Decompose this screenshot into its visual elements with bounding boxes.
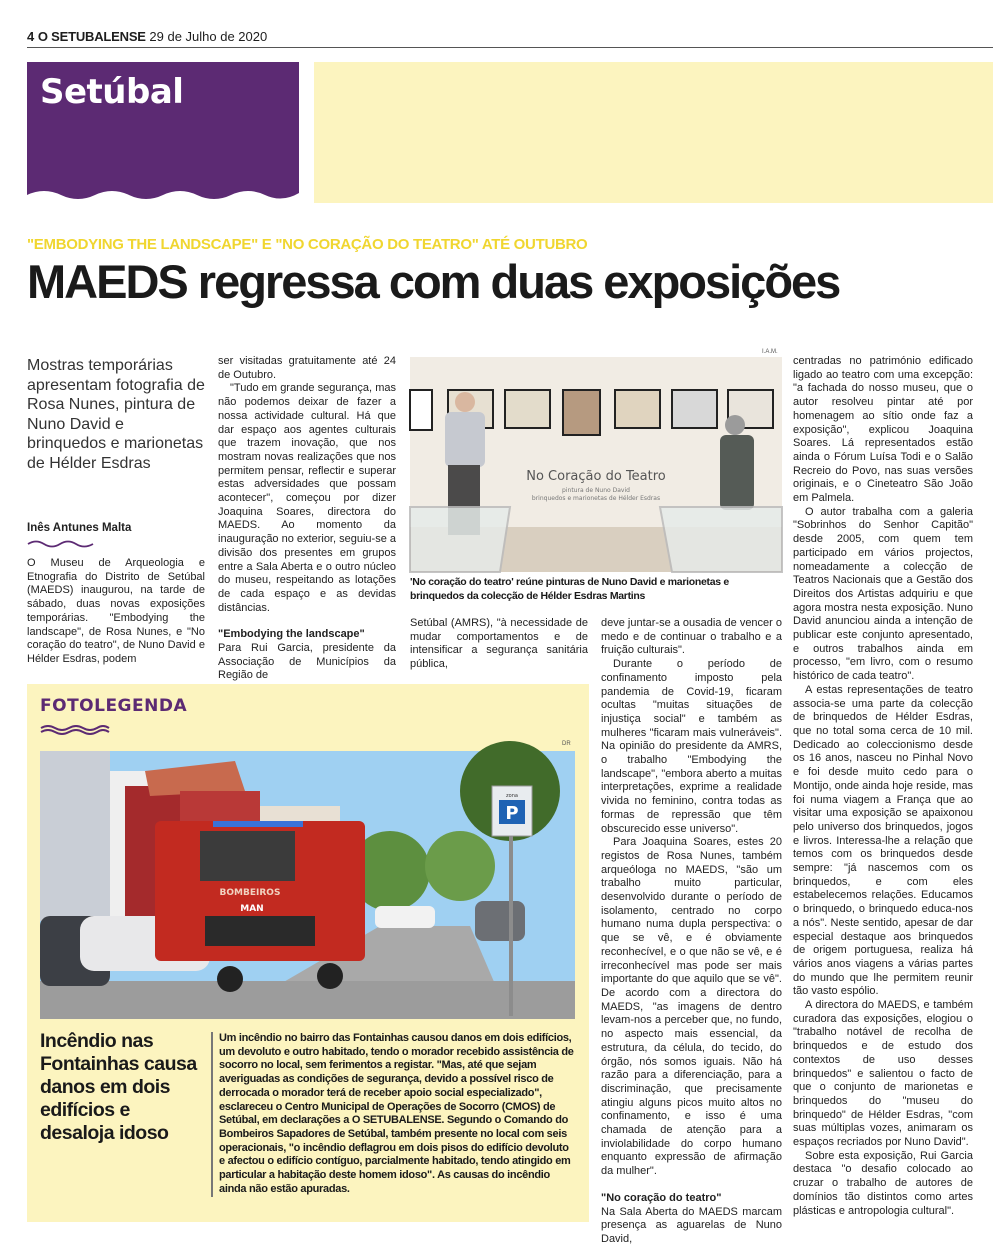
article-headline: MAEDS regressa com duas exposições <box>27 255 840 308</box>
paragraph: O autor trabalha com a galeria "Sobrinhos do Senhor Capitão" desde 2005, com quem tem participado em vários projectos, nomeadamente a colecção de Teatros Nacionais que a Gestão dos Direitos dos Artistas adquiriu e que agora mostra nesta exposição. Nuno David anunciou ainda a intenção de publicar este conjunto apresentado, e outros trabalhos ainda em processo, "em livro, com o resumo histórico de cada teatro". <box>793 505 973 683</box>
paragraph: A estas representações de teatro associa-se uma parte da colecção de brinquedos de Hélder Esdras, que no total soma cerca de 10 mil. Dedicado ao coleccionismo desde os 16 anos, nasceu no Pinhal Novo e foi desde muito cedo para o Montijo, onde ainda hoje reside, mas foi numa viagem a França que ao visitar uma exposição se apaixonou pelo universo dos brinquedos, jogos e livros. Interessa-lhe a relação que temos com os brinquedos desde sempre: "já nascemos com os brinquedos, e com eles estabelecemos relações. Educamos o brinquedo, o brinquedo educa-nos a nós". Neste sentido, apesar de dar especial destaque aos brinquedos de origem portuguesa, realiza há vários anos viagens a várias partes do mundo que lhe permitem reunir tão vasto espólio. <box>793 683 973 998</box>
wall-subtitle: pintura de Nuno David <box>562 487 630 494</box>
page-number: 4 <box>27 29 35 44</box>
wall-title: No Coração do Teatro <box>526 469 666 484</box>
section-title: Setúbal <box>40 72 184 112</box>
article-column-3 <box>410 617 588 672</box>
photo-credit: I.A.M. <box>762 349 778 355</box>
byline: Inês Antunes Malta <box>27 522 132 534</box>
paragraph: Para Joaquina Soares, estes 20 registos de Rosa Nunes, também arqueóloga no MAEDS, "são um trabalho muito particular, desenvolvido durante o período de isolamento, centrado no corpo humano numa dupla perspectiva: o que se vê, e é obviamente reconhecível, e o que não se vê, e é irreconhecível mas pode ser mais importante do que aquilo que se vê". De acordo com a directora do MAEDS, "as imagens de dentro levam-nos a perceber que, no fundo, no aspecto mais essencial, da estrutura, da célula, do tecido, do órgão, nós somos iguais. Não há razão para a diferenciação, para a discriminação, que precisamente atingiu alguns picos muito altos no confinamento, e isso é uma chamada de atenção para a inviolabilidade do corpo humano enquanto expressão de afirmação da mulher". <box>601 836 782 1178</box>
masthead <box>27 28 993 48</box>
sign-parking-letter: P <box>505 803 519 824</box>
paragraph: Setúbal (AMRS), "à necessidade de mudar comportamentos e de intensificar a segurança sanitária pública, <box>410 617 588 671</box>
vertical-divider <box>211 1032 213 1197</box>
photo-credit: DR <box>562 741 571 747</box>
issue-date: 29 de Julho de 2020 <box>149 29 268 44</box>
fotolegenda-label: FOTOLEGENDA <box>40 696 188 716</box>
paragraph: deve juntar-se a ousadia de vencer o medo e de continuar o trabalho e a fruição culturais". <box>601 617 783 657</box>
article-column-1 <box>27 557 205 667</box>
paragraph: Na Sala Aberta do MAEDS marcam presença as aguarelas de Nuno David, <box>601 1205 782 1245</box>
truck-brand: MAN <box>240 904 264 914</box>
article-kicker: "EMBODYING THE LANDSCAPE" E "NO CORAÇÃO DO TEATRO" ATÉ OUTUBRO <box>27 236 588 253</box>
paragraph: Durante o período de confinamento imposto pela pandemia de Covid-19, ficaram ocultas "muitas situações de injustiça social" e também as mulheres "ficaram mais vulneráveis". Na opinião do presidente da AMRS, o trabalho "Embodying the landscape", "embora aberto a muitas interpretações, exprime a realidade vivida no feminino, contra todas as formas de repressão que têm obscurecido esse universo". <box>601 658 782 835</box>
wave-border-icon <box>27 189 299 203</box>
wave-divider-icon <box>40 724 110 736</box>
article-lead: Mostras temporárias apresentam fotografia de Rosa Nunes, pintura de Nuno David e brinquedos e marionetas de Hélder Esdras <box>27 357 205 472</box>
newspaper-name: O SETUBALENSE <box>37 29 146 44</box>
paragraph: "Tudo em grande segurança, mas não podemos deixar de fazer a nossa actividade cultural. Há que dar espaço aos agentes culturais que trazem inovação, que nos mostram novas realizações que nos permitem pensar, reflectir e superar estas adversidades que possam acontecer", começou por dizer Joaquina Soares, directora do MAEDS. Ao momento da inauguração no exterior, seguiu-se a divisão dos presentes em grupos entre a Sala Aberta e o outro núcleo do museu, respeitando as lotações de cada espaço e as devidas distâncias. <box>218 382 396 614</box>
fire-truck-photo <box>40 751 575 1019</box>
paragraph: centradas no património edificado ligado ao teatro com uma excepção: "a fachada do nosso museu, que o autor resolveu pintar até por homenagem ao sítio onde faz a exposição", explicou Joaquina Soares. Lá representados estão ainda o Fórum Luísa Todi e o Salão Recreio do Povo, nas suas versões originais, e o Cineteatro São João em Palmela. <box>793 355 973 505</box>
fire-truck-photo-illustration <box>40 751 575 1019</box>
fotolegenda-box <box>27 684 589 1222</box>
section-header <box>27 62 299 190</box>
paragraph: O Museu de Arqueologia e Etnografia do Distrito de Setúbal (MAEDS) inaugurou, na tarde de sábado, duas novas exposições temporárias. "Embodying the landscape", de Rosa Nunes, e "No coração do teatro", de Nuno David e Hélder Esdras, podem <box>27 557 205 665</box>
paragraph: ser visitadas gratuitamente até 24 de Outubro. <box>218 355 396 381</box>
paragraph: Sobre esta exposição, Rui Garcia destaca "o desafio colocado ao cruzar o trabalho de autores de domínios tão distintos como artes plásticas e antropologia cultural". <box>793 1149 973 1217</box>
paragraph: Para Rui Garcia, presidente da Associação de Municípios da Região de <box>218 642 396 682</box>
wave-divider-icon <box>27 540 95 548</box>
truck-text: BOMBEIROS <box>219 888 281 898</box>
exhibition-photo-illustration <box>410 357 782 572</box>
fotolegenda-text: Um incêndio no bairro das Fontainhas causou danos em dois edifícios, um devoluto e outro habitado, tendo o morador recebido assistência de socorro no local, sem ferimentos a registar. "Mas, até que sejam averiguadas as condições de segurança, devido a possível risco de derrocada o morador terá de receber apoio social especializado", esclareceu o Centro Municipal de Operações de Socorro (CMOS) de Setúbal, em declarações a O SETUBALENSE. Segundo o Comando do Bombeiros Sapadores de Setúbal, também presente no local com seis operacionais, "o incêndio deflagrou em dois pisos do edifício devoluto e afectou o edifício contíguo, parcialmente habitado, tendo atingido em particular a habitação deste homem idoso". As causas do incêndio ainda não estão apuradas. <box>219 1032 574 1195</box>
sign-zone-text: zona <box>506 793 518 799</box>
fotolegenda-headline: Incêndio nas Fontainhas causa danos em dois edifícios e desaloja idoso <box>40 1030 197 1144</box>
photo-caption: 'No coração do teatro' reúne pinturas de Nuno David e marionetas e brinquedos da colecção de Hélder Esdras Martins <box>410 576 729 602</box>
wall-subtitle: brinquedos e marionetas de Hélder Esdras <box>531 495 661 502</box>
advertisement-space <box>314 62 993 203</box>
article-column-2 <box>218 355 396 683</box>
subheading: "No coração do teatro" <box>601 1191 722 1204</box>
exhibition-photo <box>410 357 782 572</box>
article-column-4 <box>601 617 782 1247</box>
subheading: "Embodying the landscape" <box>218 628 365 641</box>
paragraph: A directora do MAEDS, e também curadora das exposições, elogiou o "trabalho notável de recolha de brinquedos e de estudo dos contextos de uso desses brinquedos" e salientou o facto de que o conjunto de marionetas e brinquedos do "museu do brinquedo" de Hélder Esdras, "com suas múltiplas vozes, animaram os espaços recriados por Nuno David". <box>793 999 973 1149</box>
article-column-5 <box>793 355 973 1218</box>
